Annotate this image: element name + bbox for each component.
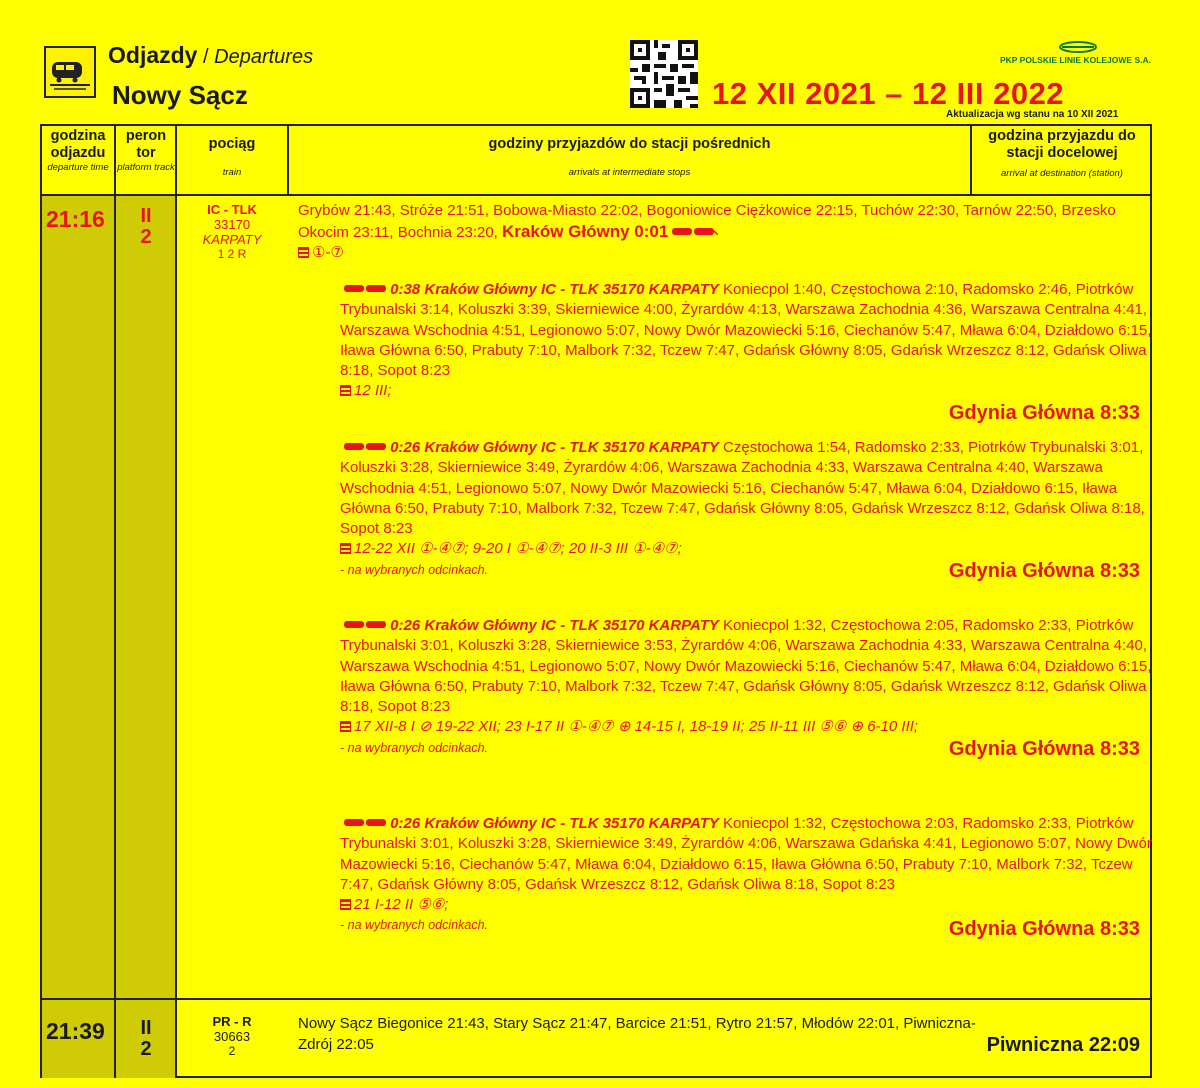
connection-3: 0:26 Kraków Główny IC - TLK 35170 KARPATY Koniecpol 1:32, Częstochowa 2:05, Radomsko 2:33, Piotrków Trybunalski 3:01, Koluszki 3:28, Skierniewice 3:53, Żyrardów 4:06, Warszawa Zachodnia 4:33, Warszawa Centralna 4:40, Warszawa Wschodnia 4:51, Legionowo 5:07, Nowy Dwór Mazowiecki 5:16, Ciechanów 5:47, Mława 6:04, Działdowo 6:15, Iława Główna 6:50, Prabuty 7:10, Malbork 7:32, Tczew 7:47, Gdańsk Główny 8:05, Gdańsk Wrzeszcz 8:12, Gdańsk Oliwa 8:18, Sopot 8:23 17 XII-8 I ⊘ 19-22 XII; 23 I-17 II ①-④⑦ ⊕ 14-15 I, 18-19 II; 25 II-11 III ⑤⑥ ⊕ 6-10 III; - na wybranych odcinkach. [340, 617, 1152, 755]
header-platform: peron tor platform track [117, 128, 175, 173]
page-title: Odjazdy / Departures [108, 42, 314, 68]
time-column-shade [42, 196, 176, 1078]
connection-2: 0:26 Kraków Główny IC - TLK 35170 KARPATY Częstochowa 1:54, Radomsko 2:33, Piotrków Trybunalski 3:01, Koluszki 3:28, Skierniewice 3:49, Żyrardów 4:06, Warszawa Zachodnia 4:33, Warszawa Centralna 4:40, Warszawa Wschodnia 4:51, Legionowo 5:07, Nowy Dwór Mazowiecki 5:16, Ciechanów 5:47, Mława 6:04, Działdowo 6:15, Iława Główna 6:50, Prabuty 7:10, Malbork 7:32, Tczew 7:47, Gdańsk Główny 8:05, Gdańsk Wrzeszcz 8:12, Gdańsk Oliwa 8:18, Sopot 8:23 12-22 XII ①-④⑦; 9-20 I ①-④⑦; 20 II-3 III ①-④⑦; - na wybranych odcinkach. [340, 439, 1145, 577]
station-name: Nowy Sącz [112, 80, 248, 110]
calendar-icon [298, 247, 309, 258]
platform-track: II 2 [140, 1017, 152, 1060]
route-stops: Grybów 21:43, Stróże 21:51, Bobowa-Miasto 22:02, Bogoniowice Ciężkowice 22:15, Tuchów 22:30, Tarnów 22:50, Brzesko Okocim 23:11, Bochnia 23:20, Kraków Główny 0:01 ①-⑦ [298, 202, 1116, 261]
route-stops: Nowy Sącz Biegonice 21:43, Stary Sącz 21:47, Barcice 21:51, Rytro 21:57, Młodów 22:01, Piwniczna-Zdrój 22:05 [298, 1015, 976, 1053]
row-destination: Piwniczna 22:09 [986, 1034, 1140, 1056]
departure-time: 21:16 [46, 206, 105, 232]
connection-1-destination: Gdynia Główna 8:33 [948, 402, 1140, 424]
validity-period: 12 XII 2021 – 12 III 2022 [712, 76, 1065, 111]
header-destination: godzina przyjazdu do stacji docelowej arrival at destination (station) [988, 128, 1136, 179]
train-features: 2 [228, 1044, 236, 1058]
connection-train-icon [340, 818, 386, 827]
connection-train-icon [340, 442, 386, 451]
platform-track: II 2 [140, 205, 152, 248]
connection-train-icon [672, 227, 718, 236]
row-destination: Kraków Główny 0:01 [502, 221, 669, 241]
train-features: 1 2 R [217, 247, 247, 261]
connection-train-icon [340, 620, 386, 629]
update-note: Aktualizacja wg stanu na 10 XII 2021 [946, 109, 1119, 120]
connection-4-destination: Gdynia Główna 8:33 [948, 918, 1140, 940]
operator-name: PKP POLSKIE LINIE KOLEJOWE S.A. [1000, 55, 1151, 65]
connection-3-destination: Gdynia Główna 8:33 [948, 738, 1140, 760]
train-info[interactable]: PR - R 30663 2 [177, 1014, 287, 1059]
connection-2-destination: Gdynia Główna 8:33 [948, 560, 1140, 582]
qr-code-icon [630, 40, 698, 108]
header-intermediate-stops: godziny przyjazdów do stacji pośrednich arrivals at intermediate stops [488, 136, 771, 178]
departure-time: 21:39 [46, 1018, 105, 1044]
timetable [40, 124, 1152, 1078]
connection-4: 0:26 Kraków Główny IC - TLK 35170 KARPATY Koniecpol 1:32, Częstochowa 2:03, Radomsko 2:33, Piotrków Trybunalski 3:01, Koluszki 3:28, Skierniewice 3:49, Żyrardów 4:06, Warszawa Gdańska 4:41, Legionowo 5:07, Nowy Dwór Mazowiecki 5:16, Ciechanów 5:47, Mława 6:04, Działdowo 6:15, Iława Główna 6:50, Prabuty 7:10, Malbork 7:32, Tczew 7:47, Gdańsk Główny 8:05, Gdańsk Wrzeszcz 8:12, Gdańsk Oliwa 8:18, Sopot 8:23 21 I-12 II ⑤⑥; - na wybranych odcinkach. [340, 815, 1152, 933]
connection-train-icon [340, 284, 386, 293]
train-logo-icon [44, 46, 96, 98]
pkp-logo-icon [1058, 40, 1098, 54]
header-departure-time: godzina odjazdu departure time [47, 128, 109, 173]
connection-1: 0:38 Kraków Główny IC - TLK 35170 KARPATY Koniecpol 1:40, Częstochowa 2:10, Radomsko 2:46, Piotrków Trybunalski 3:14, Koluszki 3:39, Skierniewice 4:00, Żyrardów 4:13, Warszawa Zachodnia 4:36, Warszawa Centralna 4:41, Warszawa Wschodnia 4:51, Legionowo 5:07, Nowy Dwór Mazowiecki 5:16, Ciechanów 5:47, Mława 6:04, Działdowo 6:15, Iława Główna 6:50, Prabuty 7:10, Malbork 7:32, Tczew 7:47, Gdańsk Główny 8:05, Gdańsk Wrzeszcz 8:12, Gdańsk Oliwa 8:18, Sopot 8:23 12 III; [340, 281, 1152, 400]
train-info[interactable]: IC - TLK 33170 KARPATY 1 2 R [177, 202, 287, 262]
header-train: pociąg train [208, 136, 256, 178]
page-title-en: Departures [214, 46, 314, 68]
